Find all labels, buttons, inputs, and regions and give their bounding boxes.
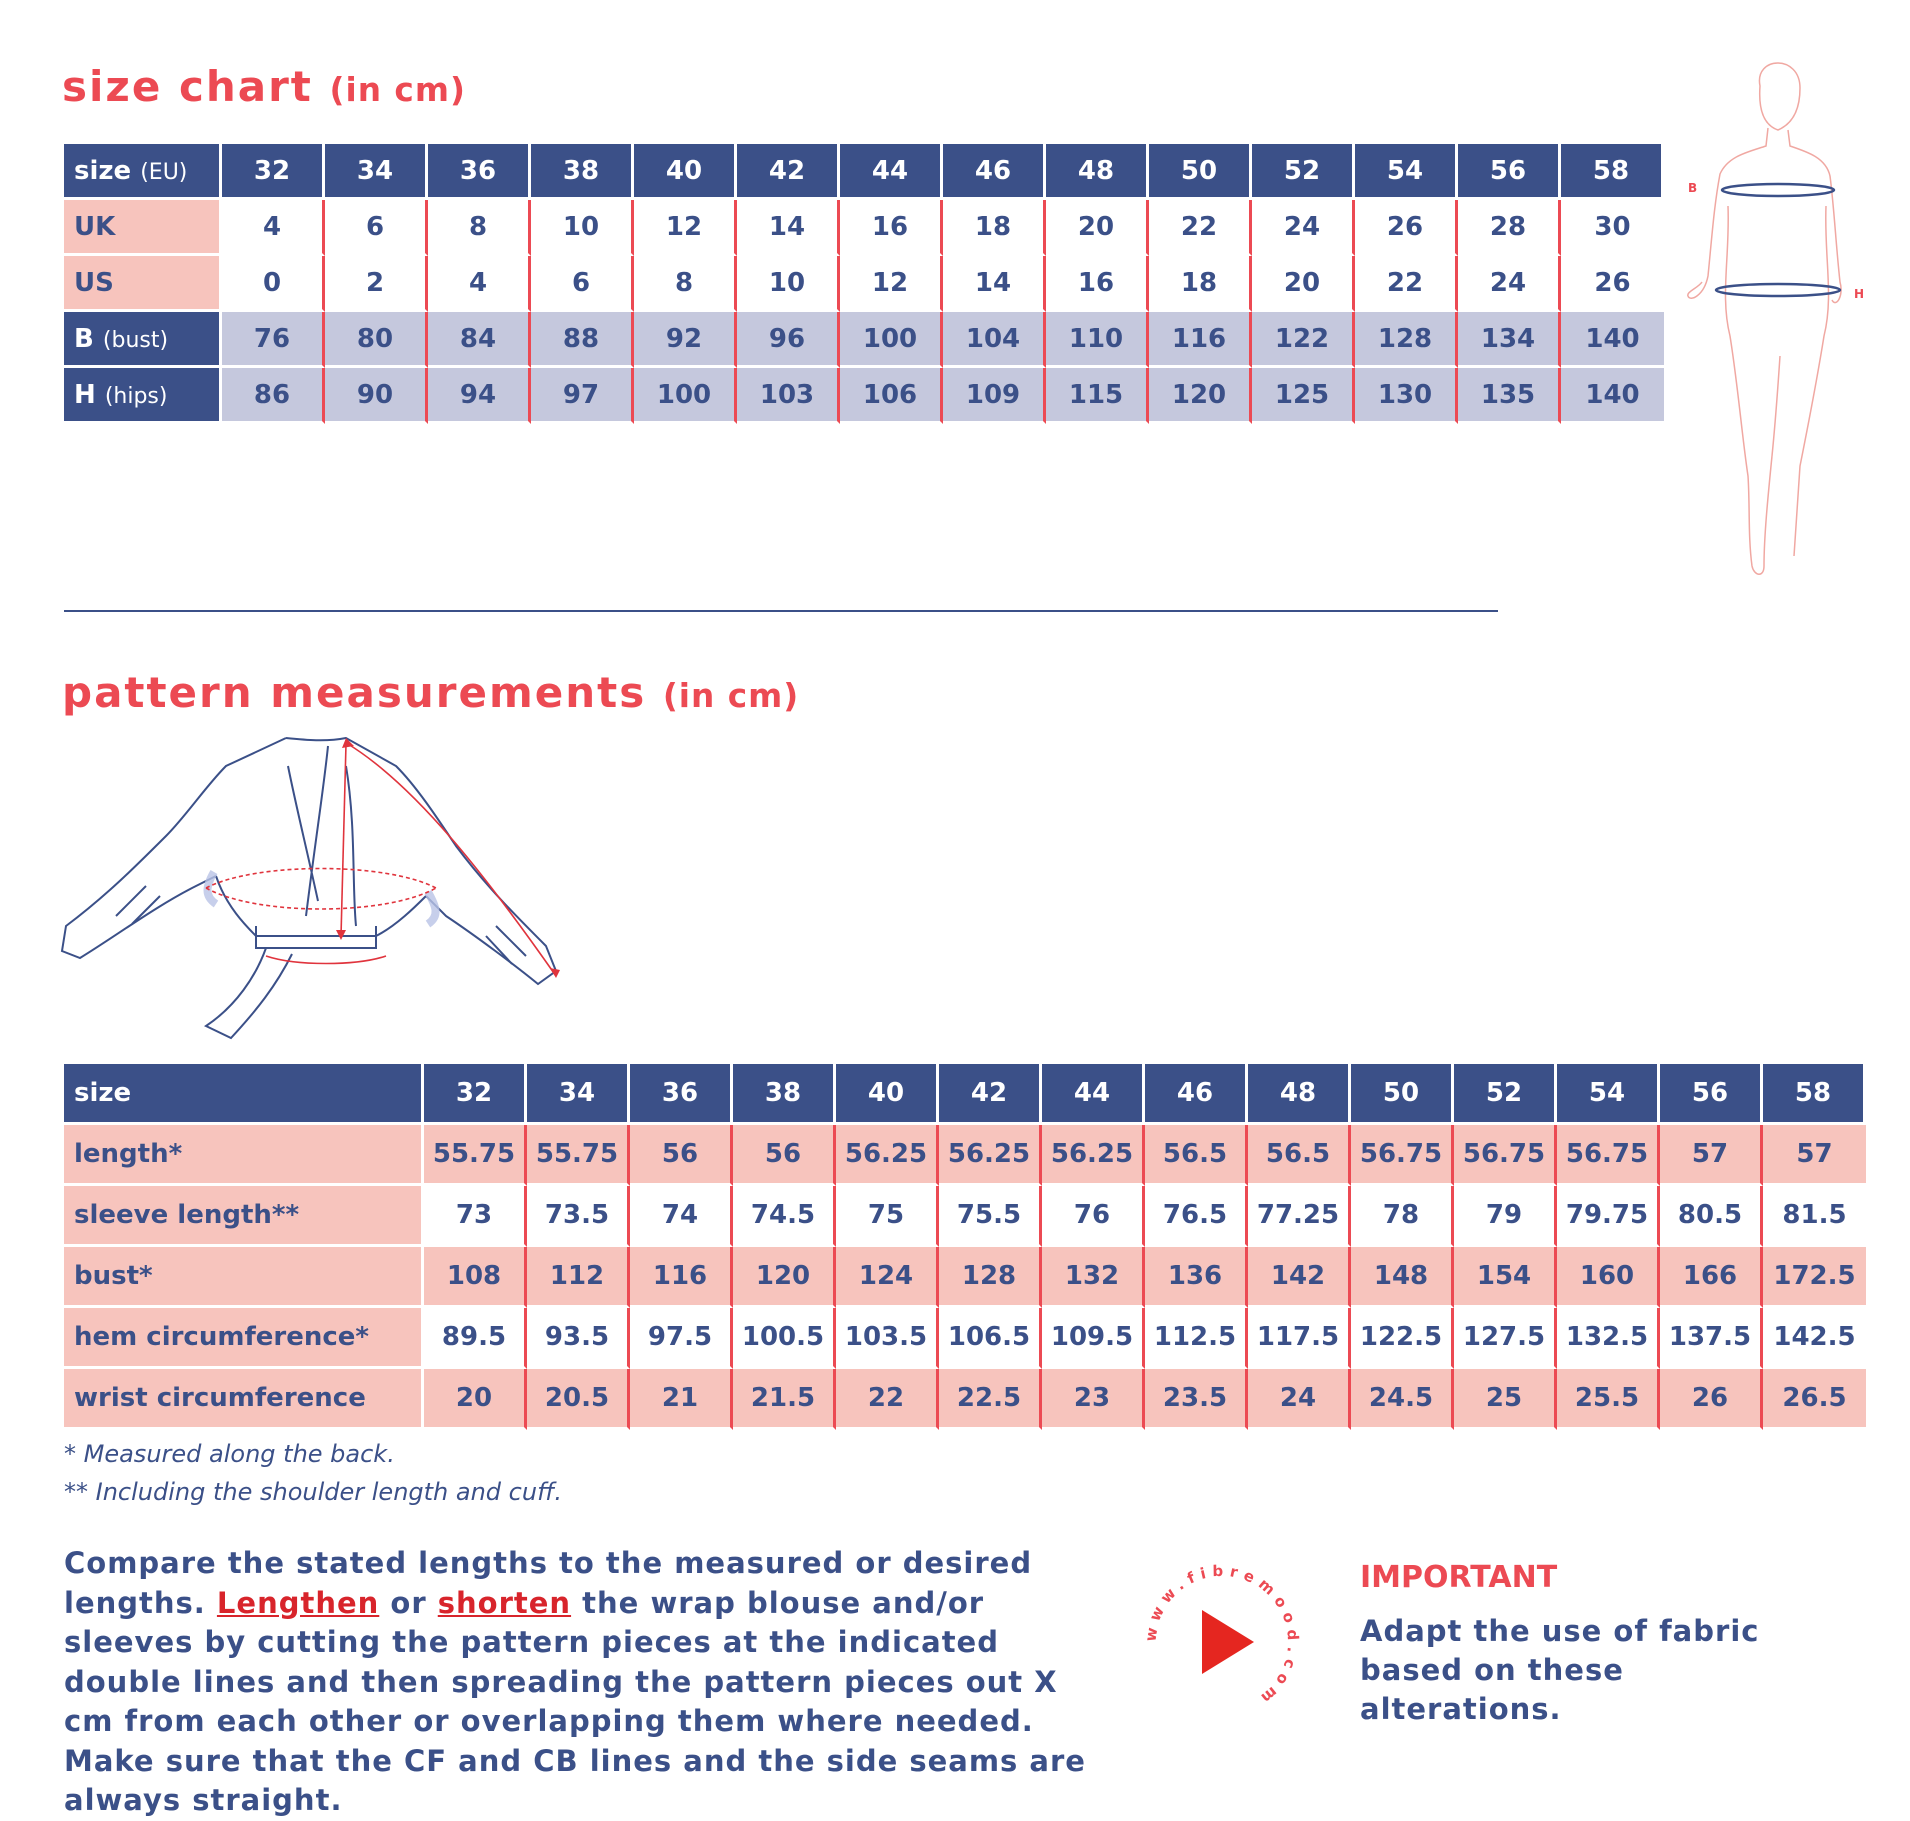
pattern-value-cell: 120 — [733, 1247, 836, 1308]
pattern-value-cell: 22 — [836, 1369, 939, 1430]
size-chart-unit: (in cm) — [329, 71, 466, 109]
pattern-value-cell: 56.75 — [1454, 1125, 1557, 1186]
play-icon — [1202, 1610, 1254, 1674]
size-chart-value-cell: 88 — [531, 312, 634, 368]
size-chart-value-cell: 28 — [1458, 200, 1561, 256]
size-chart-value-cell: 94 — [428, 368, 531, 424]
pattern-value-cell: 166 — [1660, 1247, 1763, 1308]
row-label-text: UK — [74, 211, 116, 242]
size-chart-title — [62, 62, 466, 111]
size-chart-size-cell: 34 — [325, 144, 428, 200]
pattern-row-label: wrist circumference — [64, 1369, 424, 1430]
pattern-value-cell: 154 — [1454, 1247, 1557, 1308]
pattern-value-cell: 112 — [527, 1247, 630, 1308]
pattern-value-cell: 76 — [1042, 1186, 1145, 1247]
size-chart-value-cell: 4 — [428, 256, 531, 312]
size-chart-value-cell: 16 — [840, 200, 943, 256]
size-chart-row-label — [64, 368, 222, 424]
pattern-value-cell: 20.5 — [527, 1369, 630, 1430]
pattern-size-cell: 58 — [1763, 1064, 1866, 1125]
pattern-value-cell: 112.5 — [1145, 1308, 1248, 1369]
size-chart-value-cell: 4 — [222, 200, 325, 256]
pattern-value-cell: 22.5 — [939, 1369, 1042, 1430]
pattern-size-cell: 48 — [1248, 1064, 1351, 1125]
pattern-size-cell: 46 — [1145, 1064, 1248, 1125]
pattern-size-cell: 56 — [1660, 1064, 1763, 1125]
pattern-size-cell: 52 — [1454, 1064, 1557, 1125]
pattern-measurements-title — [62, 668, 799, 717]
size-chart-value-cell: 135 — [1458, 368, 1561, 424]
size-chart-row-label — [64, 312, 222, 368]
instructions-part2: the wrap blouse and/or sleeves by cutting the pattern pieces at the indicated double lines and then spreading the pattern pieces out X cm from each other or overlapping them where needed. Make sure that the CF and CB lines and the side seams are always straight. — [64, 1585, 1086, 1817]
pattern-size-cell: 54 — [1557, 1064, 1660, 1125]
size-chart-value-cell: 103 — [737, 368, 840, 424]
row-label-text: B — [74, 323, 94, 354]
size-chart-size-cell: 44 — [840, 144, 943, 200]
pattern-header-row — [64, 1064, 1866, 1125]
size-chart-value-cell: 14 — [737, 200, 840, 256]
size-chart-row-label — [64, 200, 222, 256]
pattern-value-cell: 75 — [836, 1186, 939, 1247]
size-header-text: size — [74, 155, 132, 186]
pattern-value-cell: 78 — [1351, 1186, 1454, 1247]
pattern-row-label: sleeve length** — [64, 1186, 424, 1247]
size-chart-size-cell: 38 — [531, 144, 634, 200]
pattern-value-cell: 57 — [1660, 1125, 1763, 1186]
size-chart-row — [64, 312, 1664, 368]
pattern-value-cell: 21.5 — [733, 1369, 836, 1430]
pattern-value-cell: 24.5 — [1351, 1369, 1454, 1430]
pattern-value-cell: 24 — [1248, 1369, 1351, 1430]
pattern-title-text: pattern measurements — [62, 668, 647, 717]
pattern-value-cell: 148 — [1351, 1247, 1454, 1308]
instructions-mid: or — [390, 1585, 427, 1620]
size-chart-value-cell: 84 — [428, 312, 531, 368]
size-chart-size-cell: 56 — [1458, 144, 1561, 200]
size-chart-header-row — [64, 144, 1664, 200]
pattern-value-cell: 136 — [1145, 1247, 1248, 1308]
pattern-unit: (in cm) — [662, 677, 800, 715]
size-chart-value-cell: 109 — [943, 368, 1046, 424]
pattern-value-cell: 128 — [939, 1247, 1042, 1308]
pattern-value-cell: 79.75 — [1557, 1186, 1660, 1247]
instructions-part1: Compare the stated lengths to the measured or desired lengths. — [64, 1546, 1033, 1620]
size-chart-value-cell: 110 — [1046, 312, 1149, 368]
pattern-value-cell: 89.5 — [424, 1308, 527, 1369]
size-chart-value-cell: 12 — [634, 200, 737, 256]
size-chart-value-cell: 106 — [840, 368, 943, 424]
size-chart-row — [64, 256, 1664, 312]
size-chart-size-cell: 46 — [943, 144, 1046, 200]
size-chart-value-cell: 116 — [1149, 312, 1252, 368]
pattern-value-cell: 172.5 — [1763, 1247, 1866, 1308]
size-chart-value-cell: 140 — [1561, 368, 1664, 424]
pattern-row — [64, 1186, 1866, 1247]
pattern-value-cell: 56.5 — [1145, 1125, 1248, 1186]
pattern-value-cell: 23.5 — [1145, 1369, 1248, 1430]
pattern-value-cell: 73.5 — [527, 1186, 630, 1247]
pattern-size-cell: 50 — [1351, 1064, 1454, 1125]
pattern-value-cell: 74 — [630, 1186, 733, 1247]
pattern-value-cell: 55.75 — [424, 1125, 527, 1186]
size-chart-value-cell: 18 — [943, 200, 1046, 256]
size-chart-value-cell: 10 — [737, 256, 840, 312]
pattern-value-cell: 21 — [630, 1369, 733, 1430]
pattern-value-cell: 56.25 — [836, 1125, 939, 1186]
bust-marker: B — [1688, 181, 1698, 195]
pattern-value-cell: 56 — [630, 1125, 733, 1186]
pattern-value-cell: 127.5 — [1454, 1308, 1557, 1369]
row-label-text: US — [74, 267, 114, 298]
pattern-value-cell: 142 — [1248, 1247, 1351, 1308]
shorten-link[interactable]: shorten — [437, 1585, 572, 1620]
pattern-size-cell: 36 — [630, 1064, 733, 1125]
pattern-size-cell: 42 — [939, 1064, 1042, 1125]
pattern-value-cell: 117.5 — [1248, 1308, 1351, 1369]
pattern-value-cell: 75.5 — [939, 1186, 1042, 1247]
row-label-sub: (bust) — [102, 327, 169, 353]
pattern-value-cell: 76.5 — [1145, 1186, 1248, 1247]
size-chart-value-cell: 140 — [1561, 312, 1664, 368]
pattern-value-cell: 26.5 — [1763, 1369, 1866, 1430]
pattern-value-cell: 132 — [1042, 1247, 1145, 1308]
pattern-row-label: bust* — [64, 1247, 424, 1308]
size-chart-value-cell: 30 — [1561, 200, 1664, 256]
size-chart-value-cell: 100 — [634, 368, 737, 424]
pattern-value-cell: 103.5 — [836, 1308, 939, 1369]
size-chart-value-cell: 22 — [1355, 256, 1458, 312]
size-chart-value-cell: 26 — [1355, 200, 1458, 256]
pattern-value-cell: 106.5 — [939, 1308, 1042, 1369]
pattern-row — [64, 1247, 1866, 1308]
size-chart-value-cell: 22 — [1149, 200, 1252, 256]
size-chart-value-cell: 104 — [943, 312, 1046, 368]
size-chart-row-label — [64, 256, 222, 312]
logo-url-text: www.fibremood.com — [1141, 1561, 1303, 1711]
pattern-value-cell: 142.5 — [1763, 1308, 1866, 1369]
pattern-value-cell: 56.75 — [1557, 1125, 1660, 1186]
row-label-text: H — [74, 379, 96, 410]
pattern-value-cell: 56 — [733, 1125, 836, 1186]
pattern-size-cell: 32 — [424, 1064, 527, 1125]
pattern-value-cell: 23 — [1042, 1369, 1145, 1430]
body-figure-illustration — [1668, 56, 1868, 586]
pattern-value-cell: 100.5 — [733, 1308, 836, 1369]
pattern-row — [64, 1125, 1866, 1186]
size-chart-value-cell: 100 — [840, 312, 943, 368]
size-header-unit: (EU) — [140, 159, 188, 185]
size-chart-value-cell: 115 — [1046, 368, 1149, 424]
size-chart-size-cell: 50 — [1149, 144, 1252, 200]
lengthen-link[interactable]: Lengthen — [216, 1585, 380, 1620]
row-label-sub: (hips) — [104, 383, 168, 409]
footnote-measured-back: * Measured along the back. — [64, 1440, 395, 1468]
size-chart-value-cell: 26 — [1561, 256, 1664, 312]
pattern-value-cell: 124 — [836, 1247, 939, 1308]
blouse-illustration — [56, 726, 596, 1046]
pattern-value-cell: 97.5 — [630, 1308, 733, 1369]
size-chart-value-cell: 2 — [325, 256, 428, 312]
size-chart-value-cell: 0 — [222, 256, 325, 312]
pattern-value-cell: 56.25 — [1042, 1125, 1145, 1186]
footnote-shoulder-cuff: ** Including the shoulder length and cuff. — [64, 1478, 563, 1506]
pattern-row-label: length* — [64, 1125, 424, 1186]
fibremood-video-logo[interactable] — [1132, 1552, 1312, 1732]
pattern-value-cell: 93.5 — [527, 1308, 630, 1369]
size-chart-value-cell: 125 — [1252, 368, 1355, 424]
size-chart-table — [64, 144, 1664, 424]
pattern-value-cell: 56.25 — [939, 1125, 1042, 1186]
pattern-value-cell: 137.5 — [1660, 1308, 1763, 1369]
pattern-value-cell: 132.5 — [1557, 1308, 1660, 1369]
important-heading: IMPORTANT — [1360, 1560, 1558, 1595]
pattern-value-cell: 108 — [424, 1247, 527, 1308]
size-chart-size-cell: 48 — [1046, 144, 1149, 200]
hips-marker: H — [1854, 287, 1865, 301]
size-chart-size-cell: 54 — [1355, 144, 1458, 200]
size-chart-title-text: size chart — [62, 62, 313, 111]
pattern-value-cell: 79 — [1454, 1186, 1557, 1247]
size-chart-value-cell: 122 — [1252, 312, 1355, 368]
pattern-value-cell: 73 — [424, 1186, 527, 1247]
alteration-instructions — [64, 1544, 1104, 1821]
size-chart-value-cell: 130 — [1355, 368, 1458, 424]
pattern-size-cell: 38 — [733, 1064, 836, 1125]
pattern-value-cell: 57 — [1763, 1125, 1866, 1186]
size-chart-value-cell: 6 — [325, 200, 428, 256]
pattern-size-cell: 44 — [1042, 1064, 1145, 1125]
pattern-value-cell: 20 — [424, 1369, 527, 1430]
pattern-value-cell: 160 — [1557, 1247, 1660, 1308]
pattern-value-cell: 56.75 — [1351, 1125, 1454, 1186]
pattern-value-cell: 56.5 — [1248, 1125, 1351, 1186]
size-chart-value-cell: 96 — [737, 312, 840, 368]
size-chart-size-cell: 58 — [1561, 144, 1664, 200]
size-chart-value-cell: 20 — [1252, 256, 1355, 312]
pattern-row — [64, 1308, 1866, 1369]
size-chart-value-cell: 92 — [634, 312, 737, 368]
size-chart-value-cell: 10 — [531, 200, 634, 256]
pattern-size-cell: 40 — [836, 1064, 939, 1125]
size-chart-row — [64, 368, 1664, 424]
pattern-header-label: size — [64, 1064, 424, 1125]
pattern-value-cell: 55.75 — [527, 1125, 630, 1186]
size-chart-value-cell: 86 — [222, 368, 325, 424]
size-chart-value-cell: 12 — [840, 256, 943, 312]
pattern-value-cell: 25 — [1454, 1369, 1557, 1430]
pattern-value-cell: 26 — [1660, 1369, 1763, 1430]
size-chart-value-cell: 18 — [1149, 256, 1252, 312]
size-chart-value-cell: 6 — [531, 256, 634, 312]
pattern-value-cell: 25.5 — [1557, 1369, 1660, 1430]
pattern-value-cell: 122.5 — [1351, 1308, 1454, 1369]
size-chart-row — [64, 200, 1664, 256]
size-chart-value-cell: 97 — [531, 368, 634, 424]
size-chart-size-cell: 40 — [634, 144, 737, 200]
size-chart-value-cell: 134 — [1458, 312, 1561, 368]
size-chart-value-cell: 8 — [634, 256, 737, 312]
size-chart-value-cell: 14 — [943, 256, 1046, 312]
pattern-value-cell: 74.5 — [733, 1186, 836, 1247]
pattern-measurements-table — [64, 1064, 1866, 1430]
size-chart-size-cell: 42 — [737, 144, 840, 200]
pattern-row-label: hem circumference* — [64, 1308, 424, 1369]
size-chart-value-cell: 128 — [1355, 312, 1458, 368]
size-chart-header-label — [64, 144, 222, 200]
size-chart-value-cell: 20 — [1046, 200, 1149, 256]
size-chart-size-cell: 32 — [222, 144, 325, 200]
size-chart-value-cell: 120 — [1149, 368, 1252, 424]
pattern-value-cell: 81.5 — [1763, 1186, 1866, 1247]
pattern-size-cell: 34 — [527, 1064, 630, 1125]
important-text: Adapt the use of fabric based on these alterations. — [1360, 1614, 1760, 1726]
size-chart-value-cell: 80 — [325, 312, 428, 368]
pattern-value-cell: 77.25 — [1248, 1186, 1351, 1247]
size-chart-value-cell: 24 — [1252, 200, 1355, 256]
pattern-value-cell: 116 — [630, 1247, 733, 1308]
size-chart-value-cell: 24 — [1458, 256, 1561, 312]
pattern-row — [64, 1369, 1866, 1430]
pattern-value-cell: 80.5 — [1660, 1186, 1763, 1247]
size-chart-value-cell: 16 — [1046, 256, 1149, 312]
size-chart-size-cell: 36 — [428, 144, 531, 200]
size-chart-value-cell: 8 — [428, 200, 531, 256]
section-divider — [64, 610, 1498, 612]
size-chart-size-cell: 52 — [1252, 144, 1355, 200]
size-chart-value-cell: 76 — [222, 312, 325, 368]
size-chart-value-cell: 90 — [325, 368, 428, 424]
pattern-value-cell: 109.5 — [1042, 1308, 1145, 1369]
